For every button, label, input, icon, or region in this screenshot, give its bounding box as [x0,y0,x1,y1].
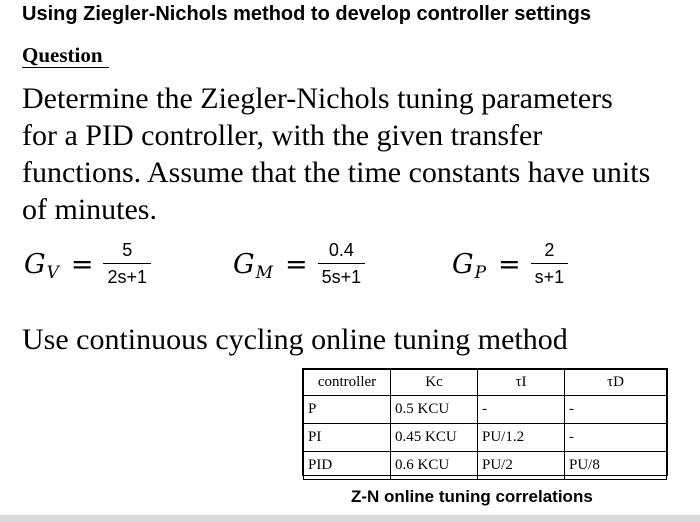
table-cell: - [478,396,565,424]
fraction [531,240,569,288]
denominator: 2s+1 [107,267,148,287]
table-caption: Z-N online tuning correlations [351,487,593,506]
table-cell: PU/2 [478,452,565,480]
question-line: Determine the Ziegler-Nichols tuning parameters [22,82,613,115]
table-row [304,396,667,424]
table-row [304,452,667,480]
table-cell: 0.6 KCU [391,452,478,480]
equation-gp: G $_P$ = $\frac{2}{s+1}$ [452,240,568,288]
question-line: for a PID controller, with the given transfer [22,119,543,152]
table-header-row [304,370,667,396]
divider [0,515,700,522]
numerator: 5 [122,240,133,260]
table-cell: P [304,396,391,424]
table-cell: - [565,396,667,424]
question-text [22,80,682,228]
question-label: Question [22,43,109,68]
table-cell: PU/8 [565,452,667,480]
column-header: τD [565,370,667,396]
column-header: Kc [391,370,478,396]
table-cell: PI [304,424,391,452]
equation-lhs: G $_M$ [233,248,273,283]
question-line: of minutes. [22,193,157,226]
table-cell: PID [304,452,391,480]
numerator: 2 [544,240,555,260]
equation-lhs: G $_P$ [452,248,487,283]
page-title: Using Ziegler-Nichols method to develop controller settings [22,3,591,25]
table-cell: - [565,424,667,452]
table-cell: 0.5 KCU [391,396,478,424]
column-header: τI [478,370,565,396]
equation-gm: G $_M$ = $\frac{0.4}{5s+1}$ [233,240,365,288]
fraction [103,240,151,288]
numerator: 0.4 [328,240,354,260]
denominator: 5s+1 [321,267,362,287]
table-row [304,424,667,452]
instruction-text: Use continuous cycling online tuning method [22,323,568,356]
table-cell: 0.45 KCU [391,424,478,452]
denominator: s+1 [534,267,565,287]
fraction [318,240,366,288]
tuning-table [302,368,668,476]
equation-gv: G $_V$ = $\frac{5}{2s+1}$ [24,240,151,288]
table-cell: PU/1.2 [478,424,565,452]
equation-lhs: G $_V$ [24,248,59,283]
question-line: functions. Assume that the time constants have units [22,156,651,189]
column-header: controller [304,370,391,396]
